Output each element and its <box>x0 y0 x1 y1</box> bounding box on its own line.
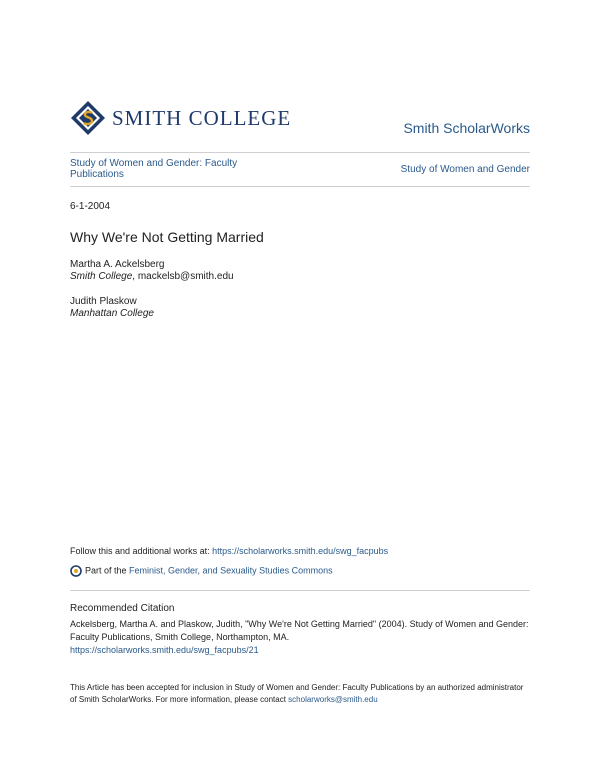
divider-top <box>70 152 530 153</box>
divider-citation <box>70 590 530 591</box>
smith-college-seal-icon <box>70 100 106 136</box>
collection-link-left[interactable]: Study of Women and Gender: Faculty Publications <box>70 158 238 180</box>
follow-line <box>70 546 388 556</box>
author-affiliation: Smith College <box>70 271 133 282</box>
citation-url-link[interactable]: https://scholarworks.smith.edu/swg_facpubs/21 <box>70 645 259 655</box>
publication-date: 6-1-2004 <box>70 201 111 212</box>
follow-prefix: Follow this and additional works at: <box>70 546 213 556</box>
author-name: Martha A. Ackelsberg <box>70 259 165 270</box>
divider-bottom <box>70 186 530 187</box>
logo-text: SMITH COLLEGE <box>112 105 292 130</box>
citation-block <box>70 618 530 657</box>
author-block <box>70 259 234 283</box>
citation-heading: Recommended Citation <box>70 603 175 614</box>
smith-college-logo <box>70 98 300 138</box>
part-prefix: Part of the <box>85 565 130 576</box>
commons-link[interactable]: Feminist, Gender, and Sexuality Studies Commons <box>129 565 333 576</box>
notice-text: This Article has been accepted for inclusion in Study of Women and Gender: Faculty Publications by an authorized administrator of Smith ScholarWorks. For more information, please contact <box>70 683 524 704</box>
author-block <box>70 296 154 320</box>
collection-url-link[interactable]: https://scholarworks.smith.edu/swg_facpubs <box>212 546 389 556</box>
inclusion-notice <box>70 682 530 706</box>
author-name: Judith Plaskow <box>70 296 137 307</box>
contact-email-link[interactable]: scholarworks@smith.edu <box>288 695 378 704</box>
citation-text: Ackelsberg, Martha A. and Plaskow, Judith, "Why We're Not Getting Married" (2004). Study of Women and Gender: Faculty Publications, Smith College, Northampton, MA. <box>70 619 529 642</box>
author-email: , mackelsb@smith.edu <box>132 271 234 282</box>
part-of-line <box>70 565 333 577</box>
collection-link-right[interactable]: Study of Women and Gender <box>400 164 530 175</box>
repository-name[interactable]: Smith ScholarWorks <box>403 120 530 136</box>
article-title: Why We're Not Getting Married <box>70 229 264 245</box>
commons-network-icon <box>70 565 82 577</box>
author-affiliation: Manhattan College <box>70 308 154 319</box>
